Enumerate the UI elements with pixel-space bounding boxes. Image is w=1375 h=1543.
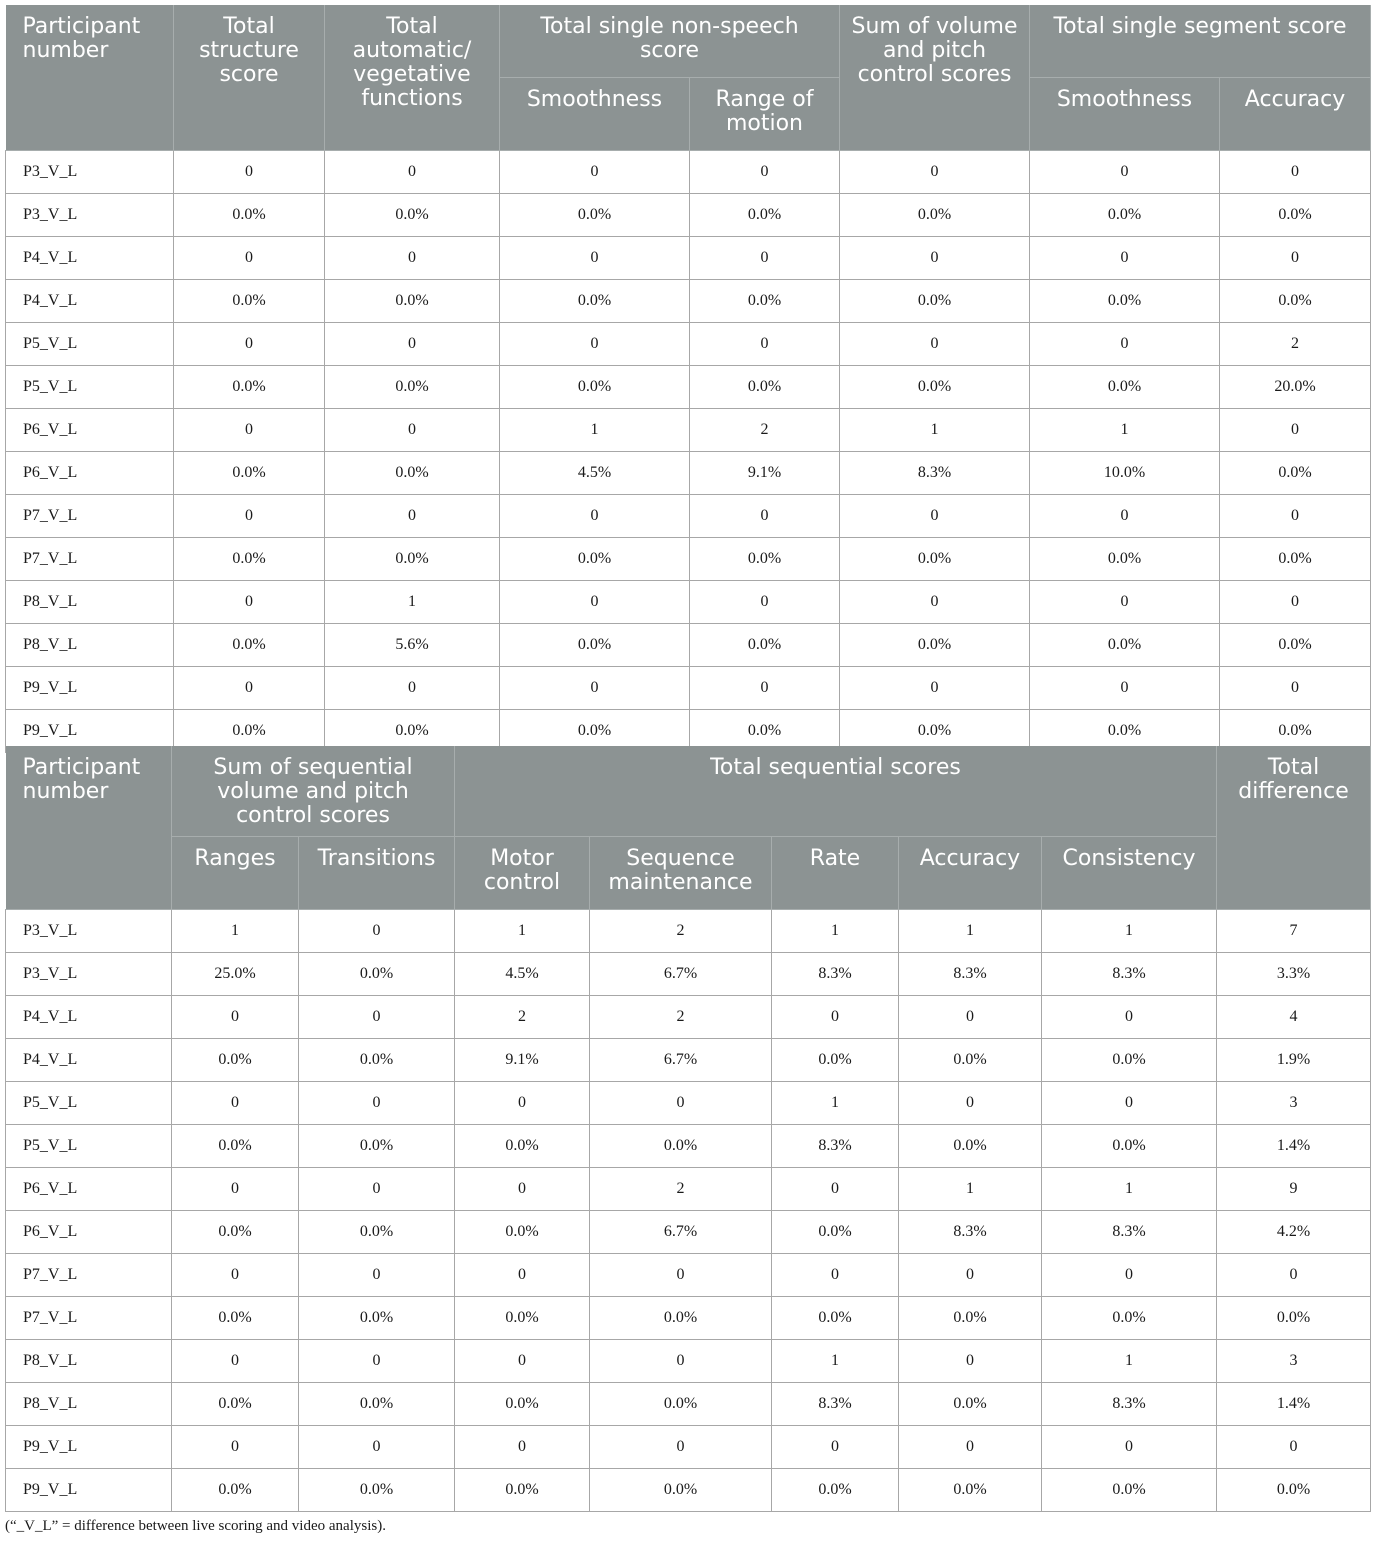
- table-cell: 0.0%: [1042, 1039, 1217, 1082]
- header-rate: Rate: [772, 837, 899, 910]
- table-row: [6, 194, 1371, 237]
- table-cell: 0: [1030, 151, 1220, 194]
- table-cell: 0: [840, 667, 1030, 710]
- participant-cell: P6_V_L: [6, 452, 174, 495]
- table-cell: 0: [690, 581, 840, 624]
- participant-cell: P7_V_L: [6, 495, 174, 538]
- participant-cell: P4_V_L: [6, 1039, 172, 1082]
- table-cell: 0.0%: [500, 538, 690, 581]
- header-total-single-non-speech: Total single non-speech score: [500, 5, 840, 78]
- table-cell: 0: [500, 323, 690, 366]
- table-row: [6, 1211, 1371, 1254]
- table-cell: 0.0%: [772, 1211, 899, 1254]
- table-row: [6, 1082, 1371, 1125]
- table-cell: 0: [590, 1340, 772, 1383]
- table-cell: 0.0%: [1220, 452, 1371, 495]
- table-cell: 0: [174, 495, 325, 538]
- table-cell: 0.0%: [455, 1383, 590, 1426]
- table-row: [6, 452, 1371, 495]
- table-cell: 0: [590, 1254, 772, 1297]
- table-cell: 0: [325, 151, 500, 194]
- table-row: [6, 1469, 1371, 1512]
- table-cell: 2: [590, 1168, 772, 1211]
- table-cell: 0: [172, 1082, 299, 1125]
- table-cell: 0: [325, 667, 500, 710]
- table-cell: 0.0%: [690, 194, 840, 237]
- table-row: [6, 1125, 1371, 1168]
- header-ranges: Ranges: [172, 837, 299, 910]
- table-row: [6, 538, 1371, 581]
- header-total-automatic-vegetative: Total automatic/ vegetative functions: [325, 5, 500, 151]
- table-cell: 0: [1220, 237, 1371, 280]
- table-cell: 0.0%: [690, 710, 840, 753]
- table-row: [6, 581, 1371, 624]
- table-cell: 0: [299, 1254, 455, 1297]
- table-cell: 0: [772, 996, 899, 1039]
- table-cell: 0.0%: [174, 280, 325, 323]
- table-cell: 0: [174, 237, 325, 280]
- participant-cell: P3_V_L: [6, 953, 172, 996]
- table-cell: 0.0%: [325, 538, 500, 581]
- table-cell: 1: [1030, 409, 1220, 452]
- table-cell: 1: [772, 1082, 899, 1125]
- table-footnote: (“_V_L” = difference between live scoring and video analysis).: [5, 1518, 386, 1534]
- table-row: [6, 1254, 1371, 1297]
- table-cell: 0: [899, 1082, 1042, 1125]
- table-cell: 0.0%: [172, 1297, 299, 1340]
- table-cell: 0: [840, 581, 1030, 624]
- table-cell: 9.1%: [455, 1039, 590, 1082]
- table-cell: 4.5%: [500, 452, 690, 495]
- table-cell: 0: [1042, 1426, 1217, 1469]
- table-cell: 0: [325, 323, 500, 366]
- participant-cell: P9_V_L: [6, 1469, 172, 1512]
- table-cell: 2: [455, 996, 590, 1039]
- table-cell: 0.0%: [1220, 538, 1371, 581]
- table-cell: 0: [1217, 1254, 1371, 1297]
- header-sum-volume-pitch: Sum of volume and pitch control scores: [840, 5, 1030, 151]
- table-cell: 0.0%: [840, 710, 1030, 753]
- table-cell: 0.0%: [840, 280, 1030, 323]
- table-cell: 0.0%: [299, 1211, 455, 1254]
- table-cell: 0.0%: [325, 366, 500, 409]
- header-segment-smoothness: Smoothness: [1030, 78, 1220, 151]
- table-cell: 0.0%: [1042, 1297, 1217, 1340]
- header-total-structure-score: Total structure score: [174, 5, 325, 151]
- table-row: [6, 237, 1371, 280]
- header-consistency: Consistency: [1042, 837, 1217, 910]
- table-cell: 0: [325, 409, 500, 452]
- table-row: [6, 151, 1371, 194]
- participant-cell: P5_V_L: [6, 366, 174, 409]
- table-cell: 1: [1042, 1168, 1217, 1211]
- header-transitions: Transitions: [299, 837, 455, 910]
- table-cell: 0: [1030, 237, 1220, 280]
- table-row: [6, 996, 1371, 1039]
- table-row: [6, 1383, 1371, 1426]
- table-cell: 0: [1220, 409, 1371, 452]
- table-cell: 0: [172, 1254, 299, 1297]
- table-cell: 0: [899, 1426, 1042, 1469]
- table-cell: 0: [840, 495, 1030, 538]
- table-cell: 0.0%: [172, 1383, 299, 1426]
- table-cell: 0.0%: [899, 1039, 1042, 1082]
- table-cell: 0: [1042, 1082, 1217, 1125]
- table-cell: 10.0%: [1030, 452, 1220, 495]
- table-cell: 0: [1220, 581, 1371, 624]
- table-cell: 0.0%: [455, 1297, 590, 1340]
- table-cell: 9: [1217, 1168, 1371, 1211]
- table-cell: 1: [455, 910, 590, 953]
- table-cell: 2: [590, 910, 772, 953]
- table-cell: 0.0%: [299, 1125, 455, 1168]
- table-cell: 0.0%: [174, 366, 325, 409]
- table-cell: 0.0%: [174, 452, 325, 495]
- table-cell: 0: [455, 1426, 590, 1469]
- table-cell: 0: [455, 1254, 590, 1297]
- table-cell: 0: [500, 495, 690, 538]
- participant-cell: P6_V_L: [6, 1168, 172, 1211]
- table-cell: 0: [840, 151, 1030, 194]
- table-cell: 0: [500, 151, 690, 194]
- table-cell: 0: [299, 996, 455, 1039]
- table-cell: 4.2%: [1217, 1211, 1371, 1254]
- table-cell: 0: [772, 1426, 899, 1469]
- header-participant-number: Participant number: [6, 5, 174, 151]
- table-cell: 0: [172, 1426, 299, 1469]
- participant-cell: P7_V_L: [6, 1254, 172, 1297]
- table-cell: 1: [899, 910, 1042, 953]
- table-cell: 1: [1042, 910, 1217, 953]
- table-cell: 0: [1042, 1254, 1217, 1297]
- table-cell: 0: [1030, 495, 1220, 538]
- table-cell: 0.0%: [325, 280, 500, 323]
- table-cell: 0.0%: [772, 1039, 899, 1082]
- table-cell: 0.0%: [690, 366, 840, 409]
- table-cell: 0: [1030, 581, 1220, 624]
- table-cell: 0: [772, 1168, 899, 1211]
- table-cell: 0.0%: [899, 1297, 1042, 1340]
- table-cell: 0: [1217, 1426, 1371, 1469]
- table-cell: 0: [500, 237, 690, 280]
- participant-cell: P3_V_L: [6, 194, 174, 237]
- table-cell: 0: [174, 409, 325, 452]
- table-cell: 0.0%: [840, 366, 1030, 409]
- participant-cell: P7_V_L: [6, 538, 174, 581]
- table-cell: 0: [840, 237, 1030, 280]
- table-cell: 0.0%: [690, 624, 840, 667]
- table-cell: 0.0%: [690, 280, 840, 323]
- table-cell: 0: [500, 581, 690, 624]
- table-cell: 0: [299, 1426, 455, 1469]
- table-cell: 0.0%: [1217, 1297, 1371, 1340]
- table-cell: 0: [1030, 323, 1220, 366]
- table-cell: 0: [590, 1082, 772, 1125]
- table-cell: 5.6%: [325, 624, 500, 667]
- table-cell: 0.0%: [1030, 710, 1220, 753]
- table-cell: 0.0%: [172, 1211, 299, 1254]
- table-cell: 0: [899, 1254, 1042, 1297]
- table-row: [6, 495, 1371, 538]
- header-total-single-segment: Total single segment score: [1030, 5, 1371, 78]
- table-cell: 0: [690, 237, 840, 280]
- table-cell: 0: [1030, 667, 1220, 710]
- table-cell: 0: [325, 495, 500, 538]
- participant-cell: P5_V_L: [6, 1125, 172, 1168]
- table-cell: 0.0%: [174, 624, 325, 667]
- participant-cell: P4_V_L: [6, 996, 172, 1039]
- table-cell: 4: [1217, 996, 1371, 1039]
- table-cell: 0: [174, 667, 325, 710]
- table-cell: 0: [174, 581, 325, 624]
- table-cell: 8.3%: [899, 953, 1042, 996]
- table-cell: 0: [690, 323, 840, 366]
- table-cell: 0.0%: [172, 1469, 299, 1512]
- table-cell: 2: [590, 996, 772, 1039]
- table-cell: 0.0%: [1220, 194, 1371, 237]
- header-segment-accuracy: Accuracy: [1220, 78, 1371, 151]
- table-cell: 8.3%: [1042, 1211, 1217, 1254]
- participant-cell: P9_V_L: [6, 710, 174, 753]
- table-cell: 0.0%: [299, 1039, 455, 1082]
- table-cell: 0.0%: [1220, 710, 1371, 753]
- table-cell: 0.0%: [1030, 624, 1220, 667]
- table-cell: 8.3%: [772, 1383, 899, 1426]
- table-cell: 0.0%: [1217, 1469, 1371, 1512]
- table-cell: 1.9%: [1217, 1039, 1371, 1082]
- table-cell: 1: [772, 910, 899, 953]
- table-cell: 3.3%: [1217, 953, 1371, 996]
- table-cell: 0: [690, 151, 840, 194]
- table-cell: 8.3%: [772, 1125, 899, 1168]
- table-cell: 0.0%: [299, 1383, 455, 1426]
- table-cell: 0.0%: [299, 953, 455, 996]
- table-cell: 0.0%: [590, 1297, 772, 1340]
- table-cell: 2: [690, 409, 840, 452]
- table-cell: 0.0%: [500, 366, 690, 409]
- table-cell: 0.0%: [899, 1125, 1042, 1168]
- table-cell: 0: [1220, 495, 1371, 538]
- table-cell: 9.1%: [690, 452, 840, 495]
- table-cell: 0.0%: [500, 624, 690, 667]
- table-cell: 0.0%: [455, 1469, 590, 1512]
- table-cell: 6.7%: [590, 953, 772, 996]
- table-cell: 0: [174, 151, 325, 194]
- table-cell: 0: [325, 237, 500, 280]
- table-row: [6, 1340, 1371, 1383]
- table-cell: 0.0%: [772, 1469, 899, 1512]
- participant-cell: P6_V_L: [6, 409, 174, 452]
- table-cell: 0.0%: [325, 194, 500, 237]
- participant-cell: P9_V_L: [6, 1426, 172, 1469]
- table-cell: 0: [590, 1426, 772, 1469]
- top-scores-table: [5, 5, 1371, 753]
- participant-cell: P3_V_L: [6, 910, 172, 953]
- table-row: [6, 624, 1371, 667]
- table-cell: 0.0%: [840, 624, 1030, 667]
- table-cell: 0: [172, 1168, 299, 1211]
- table-cell: 0.0%: [299, 1297, 455, 1340]
- table-cell: 0.0%: [172, 1125, 299, 1168]
- table-cell: 0.0%: [455, 1211, 590, 1254]
- participant-cell: P5_V_L: [6, 323, 174, 366]
- table-cell: 0: [899, 996, 1042, 1039]
- table-cell: 0: [690, 495, 840, 538]
- table-cell: 3: [1217, 1340, 1371, 1383]
- table-cell: 0: [299, 910, 455, 953]
- table-cell: 6.7%: [590, 1211, 772, 1254]
- bottom-table-body: [6, 910, 1371, 1512]
- table-cell: 1: [772, 1340, 899, 1383]
- table-row: [6, 366, 1371, 409]
- table-cell: 1: [500, 409, 690, 452]
- participant-cell: P8_V_L: [6, 581, 174, 624]
- table-cell: 0: [690, 667, 840, 710]
- table-cell: 0.0%: [1030, 538, 1220, 581]
- table-cell: 0: [1220, 667, 1371, 710]
- table-cell: 0.0%: [325, 452, 500, 495]
- table-row: [6, 409, 1371, 452]
- table-cell: 0.0%: [772, 1297, 899, 1340]
- participant-cell: P8_V_L: [6, 624, 174, 667]
- table-cell: 0: [899, 1340, 1042, 1383]
- table-cell: 0.0%: [690, 538, 840, 581]
- table-cell: 0.0%: [174, 194, 325, 237]
- table-cell: 0: [840, 323, 1030, 366]
- table-row: [6, 1426, 1371, 1469]
- table-row: [6, 953, 1371, 996]
- table-cell: 4.5%: [455, 953, 590, 996]
- table-cell: 0: [500, 667, 690, 710]
- table-row: [6, 910, 1371, 953]
- table-row: [6, 1297, 1371, 1340]
- table-cell: 1: [1042, 1340, 1217, 1383]
- table-cell: 0.0%: [1220, 280, 1371, 323]
- table-cell: 0.0%: [590, 1125, 772, 1168]
- table-row: [6, 280, 1371, 323]
- table-cell: 0: [455, 1340, 590, 1383]
- participant-cell: P7_V_L: [6, 1297, 172, 1340]
- table-cell: 0.0%: [299, 1469, 455, 1512]
- participant-cell: P6_V_L: [6, 1211, 172, 1254]
- table-cell: 0.0%: [1220, 624, 1371, 667]
- table-cell: 6.7%: [590, 1039, 772, 1082]
- table-cell: 0: [299, 1168, 455, 1211]
- participant-cell: P5_V_L: [6, 1082, 172, 1125]
- table-cell: 0: [172, 996, 299, 1039]
- table-row: [6, 667, 1371, 710]
- header-accuracy: Accuracy: [899, 837, 1042, 910]
- table-cell: 0.0%: [1030, 280, 1220, 323]
- table-cell: 0.0%: [590, 1383, 772, 1426]
- table-cell: 0: [455, 1082, 590, 1125]
- participant-cell: P3_V_L: [6, 151, 174, 194]
- table-cell: 0: [172, 1340, 299, 1383]
- participant-cell: P4_V_L: [6, 237, 174, 280]
- table-row: [6, 1168, 1371, 1211]
- table-cell: 0.0%: [174, 538, 325, 581]
- table-cell: 8.3%: [840, 452, 1030, 495]
- table-cell: 0.0%: [899, 1383, 1042, 1426]
- table-cell: 1: [172, 910, 299, 953]
- table-cell: 20.0%: [1220, 366, 1371, 409]
- table-cell: 7: [1217, 910, 1371, 953]
- table-cell: 0: [1220, 151, 1371, 194]
- table-cell: 0: [455, 1168, 590, 1211]
- header-total-difference: Total difference: [1217, 746, 1371, 910]
- participant-cell: P8_V_L: [6, 1383, 172, 1426]
- header-sequence-maintenance: Sequence maintenance: [590, 837, 772, 910]
- table-cell: 1.4%: [1217, 1383, 1371, 1426]
- table-cell: 1: [325, 581, 500, 624]
- table-cell: 0: [1042, 996, 1217, 1039]
- table-cell: 0.0%: [172, 1039, 299, 1082]
- table-cell: 0.0%: [1042, 1125, 1217, 1168]
- table-cell: 0.0%: [1042, 1469, 1217, 1512]
- table-cell: 0.0%: [455, 1125, 590, 1168]
- header-motor-control: Motor control: [455, 837, 590, 910]
- table-cell: 8.3%: [1042, 953, 1217, 996]
- table-cell: 1.4%: [1217, 1125, 1371, 1168]
- table-cell: 0.0%: [1030, 194, 1220, 237]
- participant-cell: P9_V_L: [6, 667, 174, 710]
- bottom-scores-table: [5, 746, 1371, 1512]
- table-cell: 0.0%: [325, 710, 500, 753]
- table-cell: 25.0%: [172, 953, 299, 996]
- table-cell: 0: [299, 1082, 455, 1125]
- table-cell: 0: [772, 1254, 899, 1297]
- table-row: [6, 323, 1371, 366]
- top-table-body: [6, 151, 1371, 753]
- table-cell: 0.0%: [500, 710, 690, 753]
- table-cell: 0.0%: [174, 710, 325, 753]
- table-row: [6, 1039, 1371, 1082]
- table-cell: 0.0%: [899, 1469, 1042, 1512]
- table-cell: 0: [299, 1340, 455, 1383]
- table-cell: 8.3%: [899, 1211, 1042, 1254]
- table-cell: 0: [174, 323, 325, 366]
- table-cell: 1: [899, 1168, 1042, 1211]
- header-participant-number: Participant number: [6, 746, 172, 910]
- table-cell: 0.0%: [500, 194, 690, 237]
- header-non-speech-smoothness: Smoothness: [500, 78, 690, 151]
- table-cell: 0.0%: [500, 280, 690, 323]
- table-cell: 0.0%: [590, 1469, 772, 1512]
- header-total-sequential-scores: Total sequential scores: [455, 746, 1217, 837]
- table-cell: 1: [840, 409, 1030, 452]
- table-cell: 8.3%: [1042, 1383, 1217, 1426]
- header-non-speech-range-of-motion: Range of motion: [690, 78, 840, 151]
- table-cell: 0.0%: [840, 538, 1030, 581]
- participant-cell: P8_V_L: [6, 1340, 172, 1383]
- table-cell: 0.0%: [840, 194, 1030, 237]
- participant-cell: P4_V_L: [6, 280, 174, 323]
- table-cell: 2: [1220, 323, 1371, 366]
- table-cell: 0.0%: [1030, 366, 1220, 409]
- table-cell: 8.3%: [772, 953, 899, 996]
- header-sum-sequential-volume-pitch: Sum of sequential volume and pitch control scores: [172, 746, 455, 837]
- table-cell: 3: [1217, 1082, 1371, 1125]
